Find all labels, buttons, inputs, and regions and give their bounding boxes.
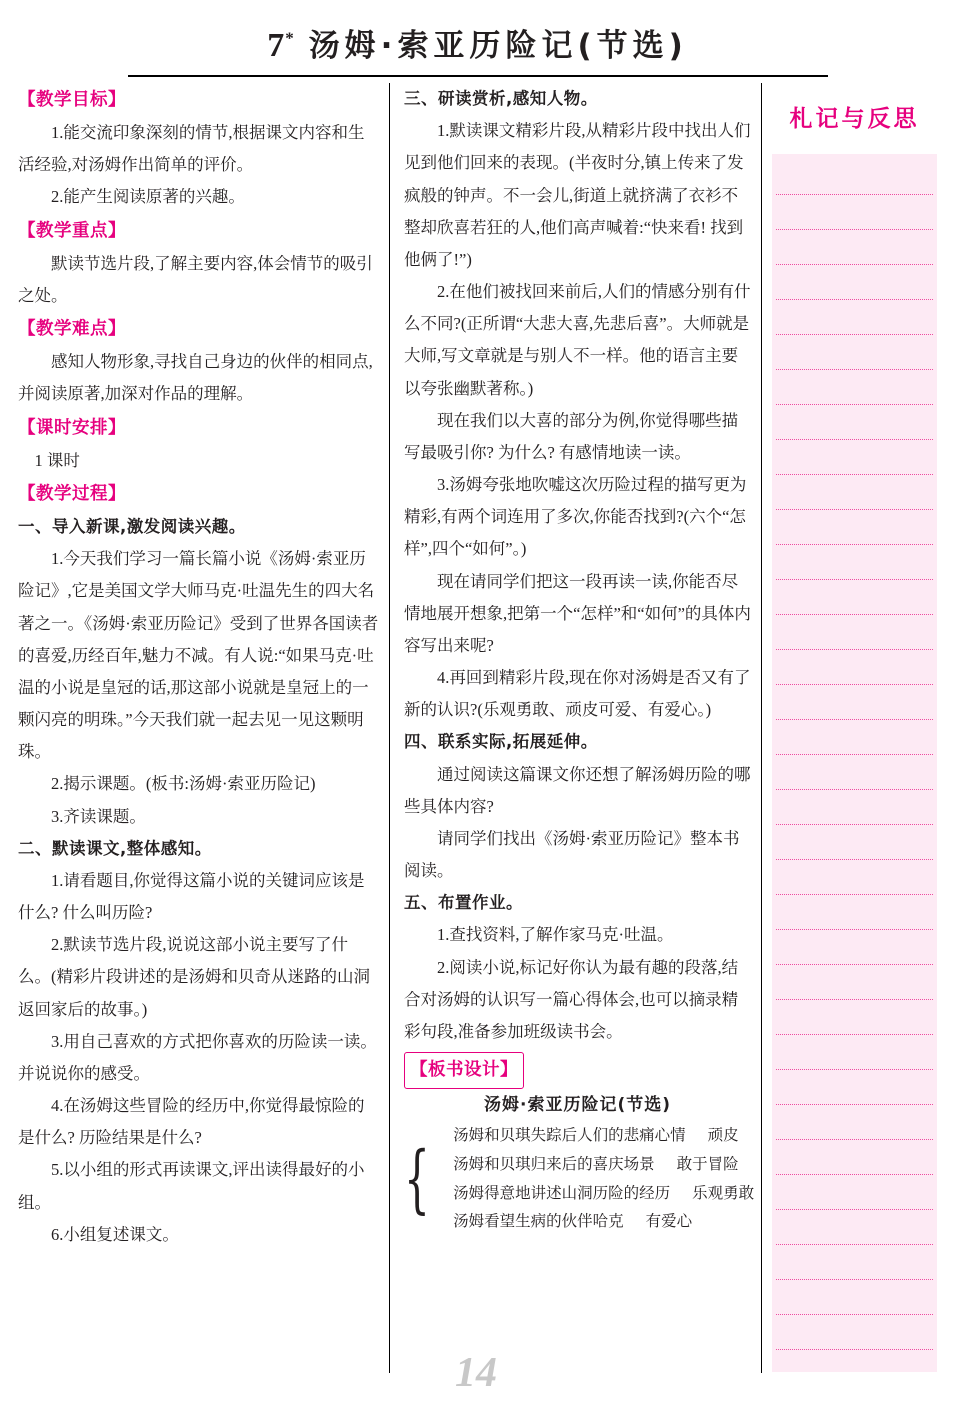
note-line[interactable] bbox=[776, 440, 933, 475]
content-columns bbox=[18, 83, 937, 1373]
section-2-item: 5.以小组的形式再读课文,评出读得最好的小组。 bbox=[18, 1160, 365, 1212]
board-row: 汤姆和贝琪失踪后人们的悲痛心情 顽皮 bbox=[453, 1127, 739, 1145]
note-line[interactable] bbox=[776, 1000, 933, 1035]
section-2-item: 4.在汤姆这些冒险的经历中,你觉得最惊险的是什么? 历险结果是什么? bbox=[18, 1096, 365, 1148]
section-2-item: 6.小组复述课文。 bbox=[51, 1224, 179, 1244]
note-line[interactable] bbox=[776, 265, 933, 300]
section-3-item: 3.汤姆夸张地吹嘘这次历险过程的描写更为精彩,有两个词连用了多次,你能否找到?(六个“怎样”,四个“如何”。) bbox=[404, 475, 747, 559]
section-4-item: 请同学们找出《汤姆·索亚历险记》整本书阅读。 bbox=[404, 828, 740, 881]
section-2-heading: 二、默读课文,整体感知。 bbox=[18, 838, 212, 858]
teaching-key-tag: 【教学重点】 bbox=[18, 220, 126, 241]
note-line[interactable] bbox=[776, 160, 933, 195]
section-3-item: 4.再回到精彩片段,现在你对汤姆是否又有了新的认识?(乐观勇敢、顽皮可爱、有爱心。) bbox=[404, 668, 751, 720]
section-5-item: 1.查找资料,了解作家马克·吐温。 bbox=[437, 925, 674, 945]
column-left bbox=[18, 83, 390, 1373]
note-line[interactable] bbox=[776, 510, 933, 545]
section-4-heading: 四、联系实际,拓展延伸。 bbox=[404, 732, 598, 752]
lesson-number: 7* bbox=[267, 27, 295, 64]
column-right-notes bbox=[762, 83, 937, 1373]
section-5-item: 2.阅读小说,标记好你认为最有趣的段落,结合对汤姆的认识写一篇心得体会,也可以摘录精彩句段,准备参加班级读书会。 bbox=[404, 957, 739, 1041]
board-design-rows bbox=[453, 1122, 754, 1237]
section-1-item: 3.齐读课题。 bbox=[51, 806, 146, 826]
notes-title: 札记与反思 bbox=[789, 106, 920, 132]
class-schedule-tag: 【课时安排】 bbox=[18, 417, 126, 438]
note-line[interactable] bbox=[776, 580, 933, 615]
note-line[interactable] bbox=[776, 335, 933, 370]
board-row: 汤姆看望生病的伙伴哈克 有爱心 bbox=[453, 1213, 693, 1231]
note-line[interactable] bbox=[776, 825, 933, 860]
note-line[interactable] bbox=[776, 1070, 933, 1105]
note-line[interactable] bbox=[776, 1140, 933, 1175]
section-2-item: 1.请看题目,你觉得这篇小说的关键词应该是什么? 什么叫历险? bbox=[18, 870, 365, 923]
note-line[interactable] bbox=[776, 930, 933, 965]
page-number: 14 bbox=[455, 1350, 497, 1396]
note-line[interactable] bbox=[776, 475, 933, 510]
note-line[interactable] bbox=[776, 1210, 933, 1245]
teaching-goal-item: 2.能产生阅读原著的兴趣。 bbox=[51, 187, 245, 207]
section-4-item: 通过阅读这篇课文你还想了解汤姆历险的哪些具体内容? bbox=[404, 764, 751, 816]
teaching-goal-tag: 【教学目标】 bbox=[18, 90, 126, 110]
lesson-title: 汤姆·索亚历险记(节选) bbox=[308, 28, 688, 64]
note-line[interactable] bbox=[776, 230, 933, 265]
page-title bbox=[18, 14, 937, 75]
note-line[interactable] bbox=[776, 195, 933, 230]
note-line[interactable] bbox=[776, 685, 933, 720]
note-line[interactable] bbox=[776, 1175, 933, 1210]
note-line[interactable] bbox=[776, 1105, 933, 1140]
section-2-item: 2.默读节选片段,说说这部小说主要写了什么。(精彩片段讲述的是汤姆和贝奇从迷路的山洞返回家后的故事。) bbox=[18, 935, 370, 1019]
section-2-item: 3.用自己喜欢的方式把你喜欢的历险读一读。并说说你的感受。 bbox=[18, 1031, 377, 1083]
note-line[interactable] bbox=[776, 370, 933, 405]
brace-icon: { bbox=[404, 1136, 430, 1223]
section-1-item: 2.揭示课题。(板书:汤姆·索亚历险记) bbox=[51, 774, 316, 794]
section-3-item: 2.在他们被找回来前后,人们的情感分别有什么不同?(正所谓“大悲大喜,先悲后喜”。大师就是大师,写文章就是与别人不一样。他的语言主要以夸张幽默著称。) bbox=[404, 282, 751, 398]
class-schedule-text: 1 课时 bbox=[34, 450, 80, 470]
teaching-key-text: 默读节选片段,了解主要内容,体会情节的吸引之处。 bbox=[18, 253, 373, 305]
note-line[interactable] bbox=[776, 615, 933, 650]
note-line[interactable] bbox=[776, 545, 933, 580]
board-design-tag: 【板书设计】 bbox=[404, 1052, 524, 1089]
board-row: 汤姆得意地讲述山洞历险的经历 乐观勇敢 bbox=[453, 1184, 755, 1202]
section-1-item: 1.今天我们学习一篇长篇小说《汤姆·索亚历险记》,它是美国文学大师马克·吐温先生的四大名著之一。《汤姆·索亚历险记》受到了世界各国读者的喜爱,历经百年,魅力不减。有人说:“如果马克·吐温的小说是皇冠的话,那这部小说就是皇冠上的一颗闪亮的明珠。”今天我们就一起去见一见这颗明珠。 bbox=[18, 549, 379, 762]
note-line[interactable] bbox=[776, 755, 933, 790]
teaching-difficulty-tag: 【教学难点】 bbox=[18, 319, 126, 340]
note-line[interactable] bbox=[776, 1315, 933, 1350]
column-middle bbox=[390, 83, 762, 1373]
teaching-goal-item: 1.能交流印象深刻的情节,根据课文内容和生活经验,对汤姆作出简单的评价。 bbox=[18, 123, 365, 175]
notes-writing-area[interactable] bbox=[772, 154, 937, 1372]
note-line[interactable] bbox=[776, 720, 933, 755]
section-3-item: 现在我们以大喜的部分为例,你觉得哪些描写最吸引你? 为什么? 有感情地读一读。 bbox=[404, 410, 739, 462]
note-line[interactable] bbox=[776, 965, 933, 1000]
section-1-heading: 一、导入新课,激发阅读兴趣。 bbox=[18, 517, 246, 536]
teaching-process-tag: 【教学过程】 bbox=[18, 483, 126, 504]
board-row: 汤姆和贝琪归来后的喜庆场景 敢于冒险 bbox=[453, 1156, 739, 1174]
note-line[interactable] bbox=[776, 790, 933, 825]
note-line[interactable] bbox=[776, 300, 933, 335]
section-3-item: 1.默读课文精彩片段,从精彩片段中找出人们见到他们回来的表现。(半夜时分,镇上传来了发疯般的钟声。不一会儿,街道上就挤满了衣衫不整却欣喜若狂的人,他们高声喊着:“快来看! 找到他俩了!”) bbox=[404, 121, 751, 269]
note-line[interactable] bbox=[776, 1245, 933, 1280]
board-design-title: 汤姆·索亚历险记(节选) bbox=[484, 1095, 671, 1116]
section-3-item: 现在请同学们把这一段再读一读,你能否尽情地展开想象,把第一个“怎样”和“如何”的具体内容写出来呢? bbox=[404, 571, 751, 655]
section-3-heading: 三、研读赏析,感知人物。 bbox=[404, 89, 598, 108]
note-line[interactable] bbox=[776, 1280, 933, 1315]
note-line[interactable] bbox=[776, 1035, 933, 1070]
note-line[interactable] bbox=[776, 860, 933, 895]
note-line[interactable] bbox=[776, 650, 933, 685]
board-design-body bbox=[404, 1122, 755, 1237]
title-divider bbox=[128, 75, 828, 77]
note-line[interactable] bbox=[776, 405, 933, 440]
teaching-difficulty-text: 感知人物形象,寻找自己身边的伙伴的相同点,并阅读原著,加深对作品的理解。 bbox=[18, 352, 373, 404]
section-5-heading: 五、布置作业。 bbox=[404, 893, 523, 913]
note-line[interactable] bbox=[776, 895, 933, 930]
